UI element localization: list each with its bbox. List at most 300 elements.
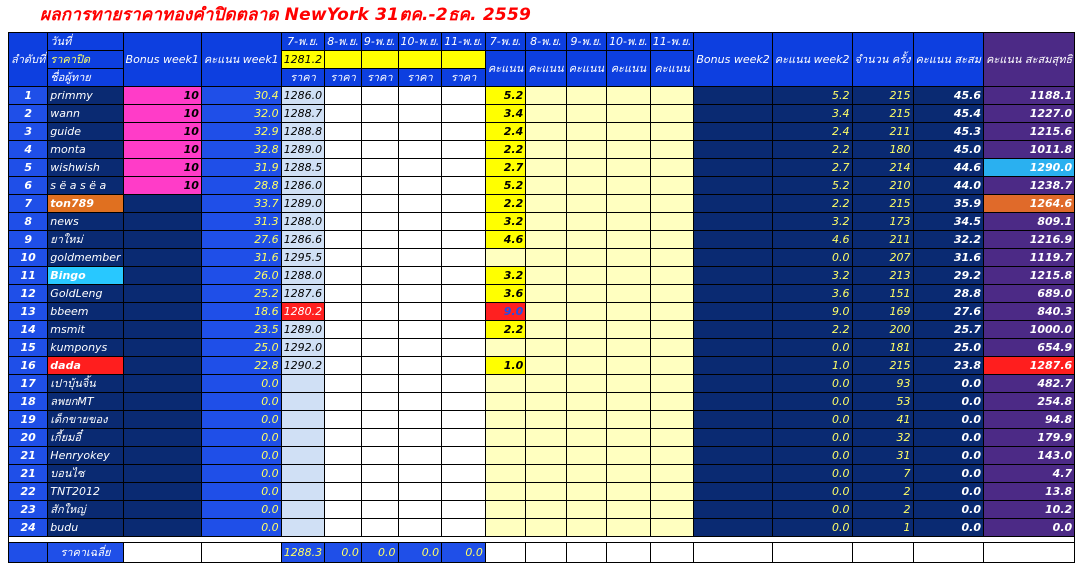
price-empty: [361, 321, 398, 339]
net-score: 179.9: [984, 429, 1075, 447]
score-empty: [566, 141, 606, 159]
price-empty: [398, 159, 442, 177]
score-empty: [526, 411, 566, 429]
bonus-week1: [123, 393, 201, 411]
price-day1: [281, 501, 325, 519]
net-score: 689.0: [984, 285, 1075, 303]
bonus-week2: [694, 447, 772, 465]
price-day1: [281, 465, 325, 483]
header-day-score: 10-พ.ย.: [607, 33, 651, 51]
score-empty: [526, 375, 566, 393]
bonus-week2: [694, 357, 772, 375]
bonus-week2: [694, 141, 772, 159]
bonus-week1: [123, 231, 201, 249]
price-empty: [325, 519, 362, 537]
score-empty: [607, 159, 651, 177]
price-day1: 1286.0: [281, 87, 325, 105]
price-empty: [398, 321, 442, 339]
price-day1: [281, 393, 325, 411]
accum-score: 45.4: [913, 105, 983, 123]
score-empty: [566, 285, 606, 303]
price-day1: [281, 447, 325, 465]
row-number: 20: [9, 429, 48, 447]
row-number: 22: [9, 483, 48, 501]
row-number: 17: [9, 375, 48, 393]
count: 31: [852, 447, 913, 465]
player-name: monta: [48, 141, 123, 159]
table-row: [9, 123, 1075, 141]
score-empty: [566, 195, 606, 213]
player-name: dada: [48, 357, 123, 375]
price-empty: [398, 249, 442, 267]
score-day1: 4.6: [485, 231, 525, 249]
score-empty: [566, 429, 606, 447]
price-empty: [398, 303, 442, 321]
bonus-week1: [123, 213, 201, 231]
net-score: 1290.0: [984, 159, 1075, 177]
score-week1: 0.0: [201, 483, 281, 501]
price-empty: [398, 177, 442, 195]
bonus-week1: [123, 321, 201, 339]
score-empty: [526, 465, 566, 483]
bonus-week2: [694, 231, 772, 249]
avg-empty: [201, 543, 281, 563]
score-week2: 4.6: [772, 231, 852, 249]
score-empty: [650, 429, 694, 447]
row-number: 23: [9, 501, 48, 519]
price-empty: [361, 375, 398, 393]
score-week1: 18.6: [201, 303, 281, 321]
score-week1: 0.0: [201, 519, 281, 537]
accum-score: 0.0: [913, 411, 983, 429]
score-week1: 0.0: [201, 393, 281, 411]
bonus-week2: [694, 249, 772, 267]
net-score: 1216.9: [984, 231, 1075, 249]
score-day1: [485, 483, 525, 501]
score-day1: [485, 501, 525, 519]
bonus-week2: [694, 429, 772, 447]
score-empty: [650, 123, 694, 141]
price-empty: [442, 141, 486, 159]
player-name: goldmember: [48, 249, 123, 267]
score-week1: 30.4: [201, 87, 281, 105]
score-empty: [526, 141, 566, 159]
count: 215: [852, 357, 913, 375]
bonus-week1: [123, 339, 201, 357]
score-empty: [566, 267, 606, 285]
average-value: 1288.3: [281, 543, 325, 563]
price-empty: [442, 195, 486, 213]
score-week1: 31.3: [201, 213, 281, 231]
score-week2: 0.0: [772, 249, 852, 267]
score-empty: [650, 393, 694, 411]
header-day-score: 7-พ.ย.: [485, 33, 525, 51]
net-score: 1264.6: [984, 195, 1075, 213]
row-number: 6: [9, 177, 48, 195]
price-empty: [398, 339, 442, 357]
accum-score: 29.2: [913, 267, 983, 285]
net-score: 654.9: [984, 339, 1075, 357]
score-week2: 0.0: [772, 501, 852, 519]
price-day1: [281, 429, 325, 447]
accum-score: 45.3: [913, 123, 983, 141]
avg-empty: [607, 543, 651, 563]
bonus-week1: [123, 375, 201, 393]
header-price-label: ราคา: [361, 69, 398, 87]
net-score: 1238.7: [984, 177, 1075, 195]
score-empty: [650, 105, 694, 123]
header-day-price: 11-พ.ย.: [442, 33, 486, 51]
price-empty: [325, 375, 362, 393]
player-name: bbeem: [48, 303, 123, 321]
score-day1: [485, 393, 525, 411]
score-empty: [566, 357, 606, 375]
player-name: ยาใหม่: [48, 231, 123, 249]
price-empty: [361, 339, 398, 357]
net-score: 0.0: [984, 519, 1075, 537]
score-week1: 32.8: [201, 141, 281, 159]
score-empty: [526, 519, 566, 537]
price-empty: [325, 105, 362, 123]
header-score-spacer: คะแนน: [566, 51, 606, 87]
score-table: [8, 32, 1075, 563]
table-row: [9, 429, 1075, 447]
score-empty: [566, 519, 606, 537]
score-empty: [650, 177, 694, 195]
header-price-label: ราคา: [442, 69, 486, 87]
net-score: 4.7: [984, 465, 1075, 483]
header-day-price: 9-พ.ย.: [361, 33, 398, 51]
score-empty: [526, 357, 566, 375]
score-empty: [526, 501, 566, 519]
avg-empty: [123, 543, 201, 563]
row-number: 18: [9, 393, 48, 411]
bonus-week2: [694, 501, 772, 519]
price-day1: 1292.0: [281, 339, 325, 357]
player-name: s ë a s ë a: [48, 177, 123, 195]
price-day1: [281, 411, 325, 429]
score-empty: [566, 87, 606, 105]
price-empty: [325, 249, 362, 267]
player-name: ton789: [48, 195, 123, 213]
price-empty: [398, 483, 442, 501]
score-day1: [485, 429, 525, 447]
row-number: 19: [9, 411, 48, 429]
score-week2: 2.4: [772, 123, 852, 141]
avg-empty: [485, 543, 525, 563]
bonus-week2: [694, 267, 772, 285]
net-score: 1011.8: [984, 141, 1075, 159]
score-empty: [526, 339, 566, 357]
score-empty: [607, 519, 651, 537]
score-empty: [650, 231, 694, 249]
score-empty: [526, 303, 566, 321]
price-empty: [442, 303, 486, 321]
score-empty: [650, 339, 694, 357]
price-empty: [398, 231, 442, 249]
bonus-week1: [123, 501, 201, 519]
price-empty: [398, 429, 442, 447]
table-row: [9, 249, 1075, 267]
score-week1: 23.5: [201, 321, 281, 339]
avg-empty: [772, 543, 852, 563]
price-empty: [325, 195, 362, 213]
price-empty: [361, 267, 398, 285]
price-empty: [398, 285, 442, 303]
price-empty: [361, 213, 398, 231]
avg-empty: [694, 543, 772, 563]
price-empty: [325, 465, 362, 483]
score-week2: 3.6: [772, 285, 852, 303]
score-week1: 25.2: [201, 285, 281, 303]
price-day1: [281, 483, 325, 501]
row-number: 3: [9, 123, 48, 141]
table-row: [9, 393, 1075, 411]
price-empty: [361, 105, 398, 123]
count: 41: [852, 411, 913, 429]
score-empty: [566, 447, 606, 465]
bonus-week2: [694, 375, 772, 393]
score-day1: 3.6: [485, 285, 525, 303]
header-score-week2: คะแนน week2: [772, 33, 852, 87]
score-week2: 2.2: [772, 195, 852, 213]
score-empty: [650, 375, 694, 393]
score-week1: 0.0: [201, 429, 281, 447]
net-score: 809.1: [984, 213, 1075, 231]
score-empty: [650, 501, 694, 519]
price-day1: [281, 519, 325, 537]
score-week2: 0.0: [772, 375, 852, 393]
score-empty: [607, 285, 651, 303]
price-empty: [398, 105, 442, 123]
count: 93: [852, 375, 913, 393]
score-empty: [566, 465, 606, 483]
table-row: [9, 519, 1075, 537]
header-day-price: 10-พ.ย.: [398, 33, 442, 51]
price-empty: [361, 357, 398, 375]
price-empty: [325, 303, 362, 321]
price-empty: [442, 483, 486, 501]
accum-score: 45.0: [913, 141, 983, 159]
accum-score: 34.5: [913, 213, 983, 231]
avg-empty: [526, 543, 566, 563]
net-score: 840.3: [984, 303, 1075, 321]
row-number: 21: [9, 465, 48, 483]
price-day1: 1289.0: [281, 195, 325, 213]
header-row-no: ลำดับที่: [9, 33, 48, 87]
score-empty: [607, 375, 651, 393]
net-score: 1287.6: [984, 357, 1075, 375]
price-empty: [442, 267, 486, 285]
table-row: [9, 375, 1075, 393]
price-empty: [442, 213, 486, 231]
net-score: 13.8: [984, 483, 1075, 501]
close-price-value: [325, 51, 362, 69]
net-score: 94.8: [984, 411, 1075, 429]
score-day1: [485, 447, 525, 465]
price-empty: [325, 231, 362, 249]
score-empty: [650, 519, 694, 537]
table-row: [9, 87, 1075, 105]
accum-score: 32.2: [913, 231, 983, 249]
price-empty: [361, 501, 398, 519]
price-empty: [361, 285, 398, 303]
header-bonus-week1: Bonus week1: [123, 33, 201, 87]
player-name: primmy: [48, 87, 123, 105]
price-day1: 1289.0: [281, 321, 325, 339]
score-week2: 5.2: [772, 87, 852, 105]
count: 7: [852, 465, 913, 483]
price-day1: 1288.5: [281, 159, 325, 177]
price-empty: [398, 393, 442, 411]
bonus-week1: [123, 303, 201, 321]
score-day1: 2.4: [485, 123, 525, 141]
score-empty: [650, 411, 694, 429]
score-empty: [650, 285, 694, 303]
avg-empty: [984, 543, 1075, 563]
price-empty: [361, 87, 398, 105]
score-week1: 0.0: [201, 411, 281, 429]
average-value: 0.0: [398, 543, 442, 563]
score-week2: 0.0: [772, 519, 852, 537]
price-empty: [442, 375, 486, 393]
price-empty: [325, 141, 362, 159]
price-empty: [325, 213, 362, 231]
bonus-week2: [694, 213, 772, 231]
score-empty: [566, 411, 606, 429]
bonus-week1: 10: [123, 141, 201, 159]
bonus-week1: 10: [123, 159, 201, 177]
count: 2: [852, 483, 913, 501]
row-number: 8: [9, 213, 48, 231]
count: 200: [852, 321, 913, 339]
price-empty: [361, 195, 398, 213]
score-empty: [526, 285, 566, 303]
score-week1: 26.0: [201, 267, 281, 285]
accum-score: 0.0: [913, 393, 983, 411]
score-empty: [650, 141, 694, 159]
count: 207: [852, 249, 913, 267]
score-week2: 1.0: [772, 357, 852, 375]
row-number: 13: [9, 303, 48, 321]
score-day1: 2.7: [485, 159, 525, 177]
price-empty: [442, 249, 486, 267]
score-week2: 0.0: [772, 411, 852, 429]
bonus-week1: [123, 429, 201, 447]
price-day1: 1287.6: [281, 285, 325, 303]
score-week1: 25.0: [201, 339, 281, 357]
price-empty: [442, 447, 486, 465]
table-row: [9, 231, 1075, 249]
score-empty: [607, 321, 651, 339]
header-score-spacer: คะแนน: [526, 51, 566, 87]
price-empty: [325, 123, 362, 141]
price-empty: [325, 285, 362, 303]
average-label: ราคาเฉลี่ย: [48, 543, 123, 563]
price-empty: [361, 411, 398, 429]
price-empty: [398, 87, 442, 105]
price-empty: [325, 501, 362, 519]
score-week1: 0.0: [201, 465, 281, 483]
net-score: 1215.6: [984, 123, 1075, 141]
player-name: บอนไซ: [48, 465, 123, 483]
score-week1: 33.7: [201, 195, 281, 213]
price-empty: [398, 447, 442, 465]
header-score-spacer: คะแนน: [485, 51, 525, 87]
bonus-week2: [694, 321, 772, 339]
bonus-week2: [694, 195, 772, 213]
score-empty: [650, 357, 694, 375]
player-name: เกี้ยมอี๋: [48, 429, 123, 447]
score-week2: 0.0: [772, 447, 852, 465]
price-empty: [398, 375, 442, 393]
price-empty: [325, 429, 362, 447]
price-empty: [361, 177, 398, 195]
score-week2: 3.2: [772, 267, 852, 285]
price-empty: [398, 519, 442, 537]
score-day1: 2.2: [485, 195, 525, 213]
table-row: [9, 267, 1075, 285]
table-row: [9, 357, 1075, 375]
price-day1: [281, 375, 325, 393]
close-price-value: [361, 51, 398, 69]
score-day1: 3.4: [485, 105, 525, 123]
price-empty: [442, 231, 486, 249]
price-empty: [325, 339, 362, 357]
page-title: ผลการทายราคาทองคำปิดตลาด NewYork 31ตค.-2ธค. 2559: [40, 5, 532, 25]
score-empty: [607, 411, 651, 429]
price-empty: [398, 501, 442, 519]
header-score-spacer: คะแนน: [607, 51, 651, 87]
score-empty: [566, 375, 606, 393]
score-empty: [607, 465, 651, 483]
close-price-value: [442, 51, 486, 69]
accum-score: 23.8: [913, 357, 983, 375]
row-number: 12: [9, 285, 48, 303]
score-empty: [607, 195, 651, 213]
bonus-week1: [123, 447, 201, 465]
price-empty: [325, 483, 362, 501]
score-empty: [607, 267, 651, 285]
price-empty: [361, 483, 398, 501]
score-empty: [566, 231, 606, 249]
table-row: [9, 411, 1075, 429]
score-empty: [607, 429, 651, 447]
score-empty: [607, 231, 651, 249]
net-score: 1227.0: [984, 105, 1075, 123]
bonus-week2: [694, 123, 772, 141]
score-day1: 3.2: [485, 213, 525, 231]
row-number: 16: [9, 357, 48, 375]
price-empty: [361, 123, 398, 141]
price-empty: [442, 393, 486, 411]
score-day1: [485, 411, 525, 429]
bonus-week2: [694, 159, 772, 177]
score-empty: [526, 105, 566, 123]
score-week2: 9.0: [772, 303, 852, 321]
price-empty: [398, 141, 442, 159]
score-empty: [607, 105, 651, 123]
table-row: [9, 177, 1075, 195]
score-empty: [566, 339, 606, 357]
count: 1: [852, 519, 913, 537]
price-day1: 1286.6: [281, 231, 325, 249]
bonus-week1: [123, 195, 201, 213]
score-week1: 22.8: [201, 357, 281, 375]
net-score: 254.8: [984, 393, 1075, 411]
score-empty: [650, 447, 694, 465]
price-empty: [442, 87, 486, 105]
